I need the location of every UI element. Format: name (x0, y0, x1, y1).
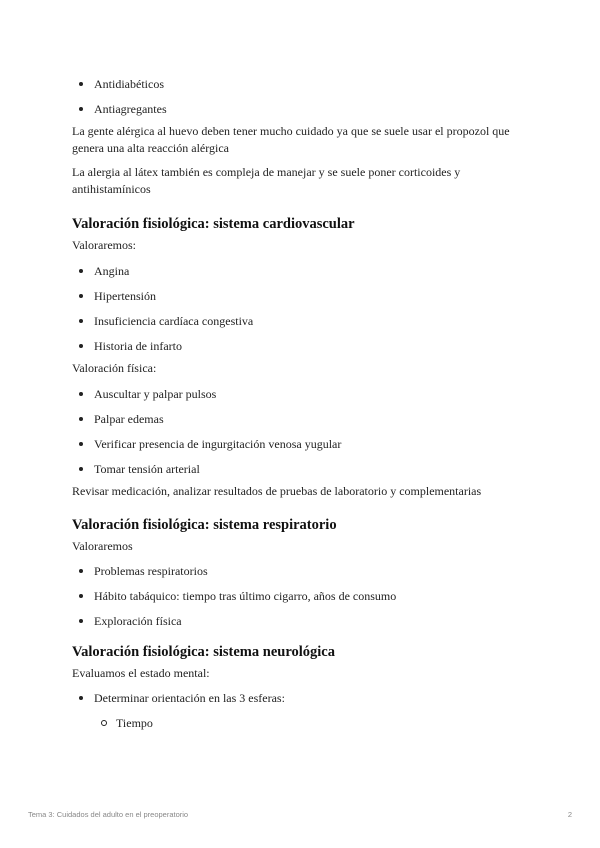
cardio-closing: Revisar medicación, analizar resultados de pruebas de laboratorio y complementarias (72, 484, 482, 498)
neuro-list (72, 691, 532, 730)
cardio-physical-list (72, 387, 532, 476)
footer-title: Tema 3: Cuidados del adulto en el preoperatorio (28, 810, 189, 819)
list-item-text: Insuficiencia cardíaca congestiva (94, 314, 254, 328)
list-item-text: Tiempo (116, 716, 153, 730)
bullet-icon (79, 569, 83, 573)
list-item-text: Exploración física (94, 614, 182, 628)
resp-intro: Valoraremos (72, 539, 133, 553)
list-item-text: Angina (94, 264, 130, 278)
bullet-icon (79, 619, 83, 623)
bullet-icon (79, 82, 83, 86)
bullet-icon (79, 269, 83, 273)
list-item-text: Determinar orientación en las 3 esferas: (94, 691, 285, 705)
list-item-text: Auscultar y palpar pulsos (94, 387, 217, 401)
cardio-intro: Valoraremos: (72, 238, 136, 252)
heading-neurological: Valoración fisiológica: sistema neurológica (72, 644, 335, 660)
bullet-icon (79, 442, 83, 446)
bullet-icon (79, 392, 83, 396)
list-item-text: Tomar tensión arterial (94, 462, 200, 476)
list-item (72, 77, 532, 91)
list-item (72, 387, 532, 401)
medication-list (72, 77, 532, 116)
list-item (72, 289, 532, 303)
list-item-text: Palpar edemas (94, 412, 164, 426)
paragraph-latex-allergy: La alergia al látex también es compleja de manejar y se suele poner corticoides y antihistamínicos (72, 165, 461, 196)
list-item-text: Hipertensión (94, 289, 156, 303)
list-item (72, 564, 532, 578)
page-content (72, 72, 532, 730)
neuro-intro: Evaluamos el estado mental: (72, 666, 210, 680)
cardio-list (72, 264, 532, 353)
list-item (72, 691, 532, 705)
hollow-bullet-icon (101, 720, 107, 726)
list-item (72, 614, 532, 628)
list-item (72, 437, 532, 451)
bullet-icon (79, 594, 83, 598)
bullet-icon (79, 107, 83, 111)
list-item (72, 339, 532, 353)
bullet-icon (79, 696, 83, 700)
resp-list (72, 564, 532, 628)
page-number: 2 (567, 810, 572, 819)
list-item-text: Verificar presencia de ingurgitación venosa yugular (94, 437, 342, 451)
list-item-text: Antiagregantes (94, 102, 167, 116)
list-item (72, 314, 532, 328)
bullet-icon (79, 467, 83, 471)
bullet-icon (79, 344, 83, 348)
list-item (72, 264, 532, 278)
list-item-text: Historia de infarto (94, 339, 182, 353)
bullet-icon (79, 417, 83, 421)
heading-cardiovascular: Valoración fisiológica: sistema cardiovascular (72, 216, 355, 232)
list-item (72, 412, 532, 426)
bullet-icon (79, 294, 83, 298)
list-item-text: Hábito tabáquico: tiempo tras último cigarro, años de consumo (94, 589, 397, 603)
list-item (72, 462, 532, 476)
sub-list-item (72, 716, 532, 730)
list-item (72, 102, 532, 116)
list-item-text: Antidiabéticos (94, 77, 164, 91)
cardio-physical-intro: Valoración física: (72, 361, 157, 375)
paragraph-egg-allergy: La gente alérgica al huevo deben tener mucho cuidado ya que se suele usar el propozol que genera una alta reacción alérgica (72, 124, 510, 155)
list-item-text: Problemas respiratorios (94, 564, 208, 578)
heading-respiratory: Valoración fisiológica: sistema respiratorio (72, 517, 337, 533)
bullet-icon (79, 319, 83, 323)
list-item (72, 589, 532, 603)
